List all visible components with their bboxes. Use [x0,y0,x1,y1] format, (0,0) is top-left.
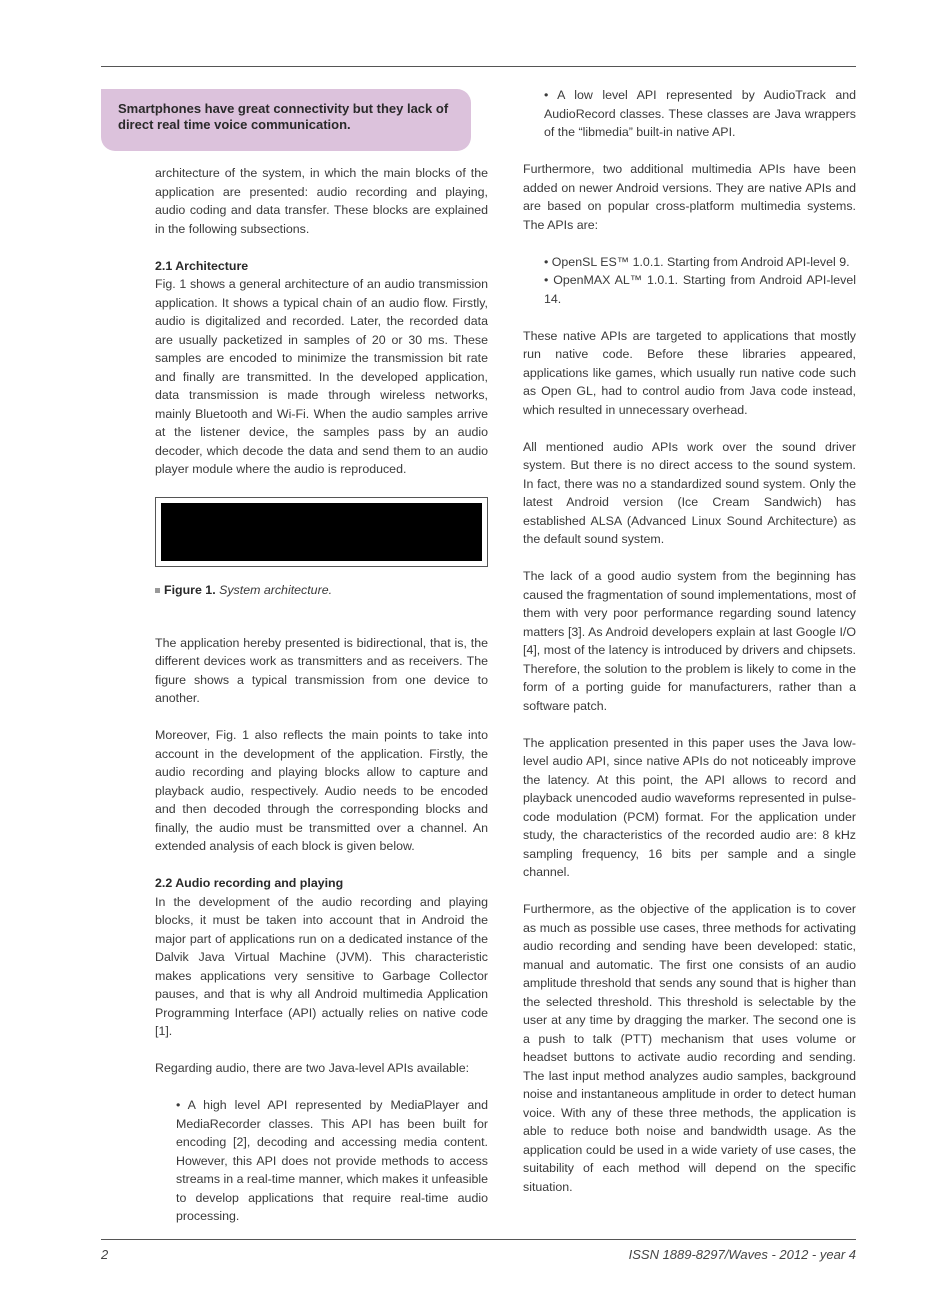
section-heading: 2.1 Architecture [155,258,249,273]
paragraph: In the development of the audio recording and playing blocks, it must be taken into account that in Android the major part of applications run on a dedicated instance of the Dalvik Java Virtual Machine (JVM). This characteristic makes applications very sensitive to Garbage Collector pauses, and that is why all Android multimedia Application Programming Interface (API) actually relies on native code [1]. [155,894,488,1038]
figure-title: System architecture. [219,583,333,597]
footer-rule [101,1239,856,1240]
paragraph: Moreover, Fig. 1 also reflects the main points to take into account in the development of the application. Firstly, the audio recording and playing blocks allow to capture and playback audio, respectively. Audio needs to be encoded and then decoded through the corresponding blocks and finally, the audio must be transmitted over a channel. An extended analysis of each block is given below. [155,728,488,853]
paragraph: The lack of a good audio system from the beginning has caused the fragmentation of sound implementations, most of them with very poor performance regarding sound latency matters [3]. As Android developers explain at last Google I/O [4], most of the latency is introduced by drivers and chipsets. Therefore, the solution to the problem is likely to come in the form of a porting guide for manufacturers, rather than a software patch. [523,569,856,713]
paragraph: Fig. 1 shows a general architecture of an audio transmission application. It shows a typical chain of an audio flow. Firstly, audio is digitalized and recorded. Later, the recorded data are usually packetized in samples of 20 or 30 ms. These samples are encoded to minimize the transmission bit rate and finally are transmitted. In the developed application, data transmission is made through wireless networks, mainly Bluetooth and Wi-Fi. When the audio samples arrive at the listener device, the samples pass by an audio decoder, which decode the data and send them to an audio player module where the audio is reproduced. [155,277,488,476]
section-heading: 2.2 Audio recording and playing [155,876,344,890]
page-number: 2 [101,1247,109,1262]
paragraph: Regarding audio, there are two Java-level APIs available: [155,1061,470,1075]
paragraph: All mentioned audio APIs work over the sound driver system. But there is no direct access to the sound system. In fact, there was no a standardized sound system. Only the latest Android version (Ice Cream Sandwich) has established ALSA (Advanced Linux Sound Architecture) as the default sound system. [523,439,856,546]
figure-1-image [161,503,482,561]
bullet-item: • A low level API represented by AudioTrack and AudioRecord classes. These classes are Java wrappers of the “libmedia” built-in native API. [544,88,856,139]
pull-quote: Smartphones have great connectivity but they lack of direct real time voice communication. [101,89,471,151]
paragraph: Furthermore, two additional multimedia APIs have been added on newer Android versions. They are native APIs and are based on popular cross-platform multimedia systems. The APIs are: [523,162,856,232]
api-list [523,253,856,309]
caption-marker-icon [155,588,160,593]
bullet-item: • OpenSL ES™ 1.0.1. Starting from Android API-level 9. [544,254,850,269]
intro-paragraph: architecture of the system, in which the main blocks of the application are presented: audio recording and playing, audio coding and data transfer. These blocks are explained in the following subsections. [155,166,488,236]
figure-label: Figure 1. [164,583,216,597]
right-column [523,86,856,1215]
section-architecture [155,257,488,479]
journal-citation: ISSN 1889-8297/Waves - 2012 - year 4 [628,1247,856,1262]
bullet-item: • OpenMAX AL™ 1.0.1. Starting from Android API-level 14. [544,273,856,306]
left-column [155,164,488,1226]
paragraph: Furthermore, as the objective of the application is to cover as much as possible use cases, three methods for activating audio recording and sending have been developed: static, manual and automatic. The first one consists of an audio amplitude threshold that sends any sound that is higher than the selected threshold. This threshold is selectable by the user at any time by dragging the marker. The second one is a push to talk (PTT) mechanism that uses volume or headset buttons to activate audio recording and sending. The last input method analyzes audio samples, background noise and instantaneous amplitude in order to detect human voice. With any of these three methods, the application is able to reduce both noise and bandwidth usage. As the application could be used in a wide variety of use cases, the suitability of each method will depend on the specific situation. [523,902,856,1194]
paragraph: The application presented in this paper uses the Java low-level audio API, since native APIs do not noticeably improve the latency. At this point, the API allows to record and playback unencoded audio waveforms represented in pulse-code modulation (PCM) format. For the application under study, the characteristics of the recorded audio are: 8 kHz sampling frequency, 16 bits per sample and a single channel. [523,735,856,879]
header-rule [101,66,856,67]
figure-1-frame [155,497,488,567]
section-audio-recording [155,874,488,1041]
figure-1-caption [155,581,488,600]
bullet-item: • A high level API represented by MediaPlayer and MediaRecorder classes. This API has been built for encoding [2], decoding and accessing media content. However, this API does not provide methods to access streams in a real-time manner, which makes it unfeasible to develop applications that require real-time audio processing. [176,1098,488,1223]
paragraph: The application hereby presented is bidirectional, that is, the different devices work as transmitters and as receivers. The figure shows a typical transmission from one device to another. [155,635,488,705]
paragraph: These native APIs are targeted to applications that mostly run native code. Before these libraries appeared, applications like games, which usually run native code such as Open GL, had to control audio from Java code instead, which resulted in unnecessary overhead. [523,328,856,417]
